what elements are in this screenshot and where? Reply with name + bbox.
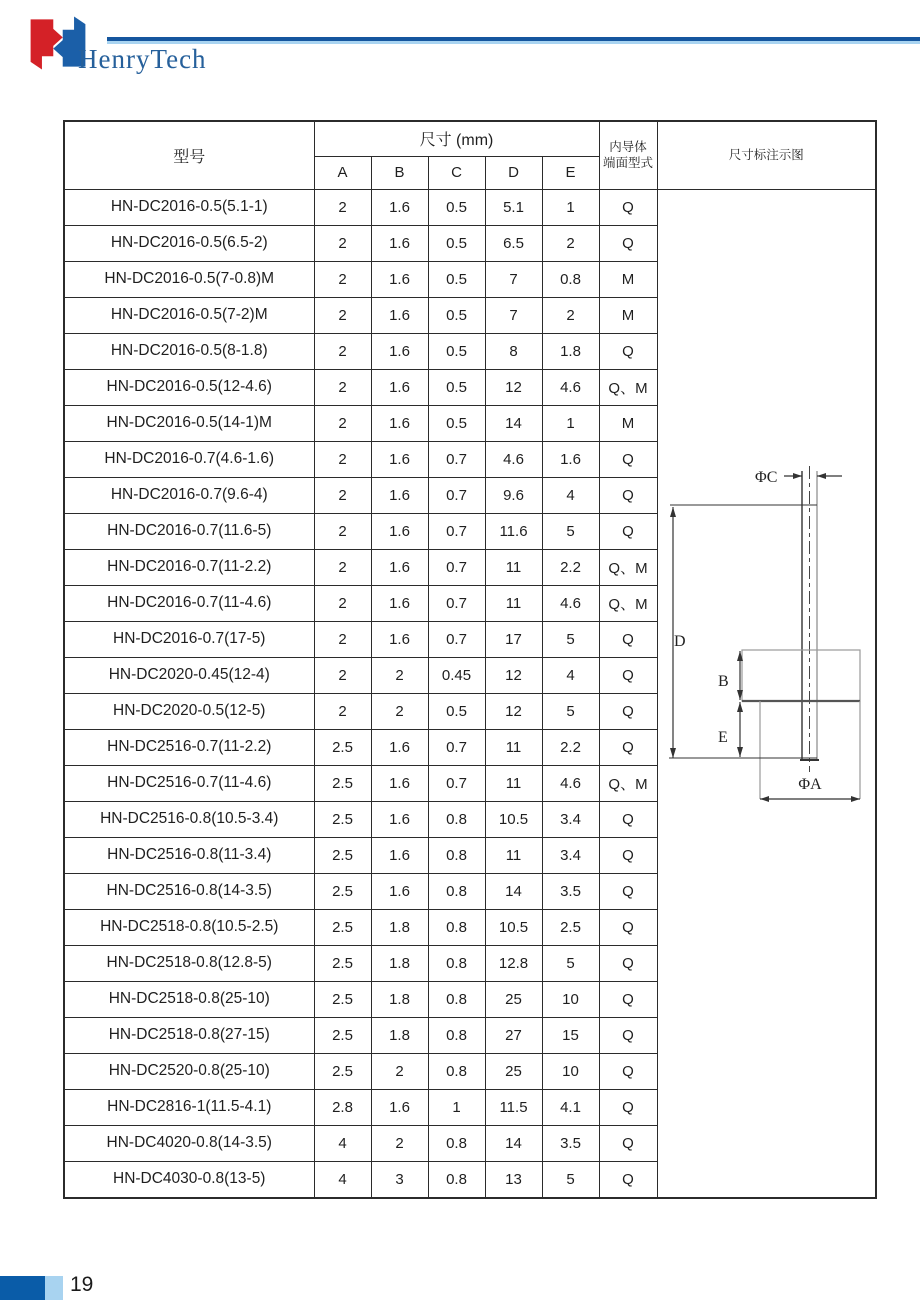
- conductor-type-cell: Q: [599, 657, 657, 693]
- dim-a-cell: 4: [314, 1161, 371, 1198]
- dim-e-cell: 5: [542, 513, 599, 549]
- conductor-type-cell: Q、M: [599, 549, 657, 585]
- conductor-type-cell: M: [599, 261, 657, 297]
- dim-d-cell: 6.5: [485, 225, 542, 261]
- dim-e-cell: 4: [542, 477, 599, 513]
- dim-a-cell: 2: [314, 261, 371, 297]
- dim-d-cell: 9.6: [485, 477, 542, 513]
- label-phi-a: ΦA: [797, 775, 822, 793]
- dim-c-cell: 0.7: [428, 513, 485, 549]
- conductor-header-line1: 内导体: [609, 140, 647, 154]
- e-arrow-up: [737, 702, 743, 712]
- dim-d-cell: 11: [485, 729, 542, 765]
- conductor-type-cell: Q: [599, 837, 657, 873]
- col-header-dimensions: 尺寸 (mm): [314, 121, 599, 156]
- dim-d-cell: 5.1: [485, 189, 542, 225]
- dim-a-cell: 2.5: [314, 765, 371, 801]
- dim-c-cell: 0.8: [428, 1125, 485, 1161]
- dim-e-cell: 1: [542, 405, 599, 441]
- model-cell: HN-DC2516-0.7(11-2.2): [64, 729, 314, 765]
- dim-b-cell: 1.6: [371, 189, 428, 225]
- dim-a-cell: 2.5: [314, 1017, 371, 1053]
- dim-d-cell: 27: [485, 1017, 542, 1053]
- dim-b-cell: 1.6: [371, 585, 428, 621]
- dim-a-cell: 2: [314, 405, 371, 441]
- model-cell: HN-DC2016-0.5(14-1)M: [64, 405, 314, 441]
- conductor-type-cell: Q: [599, 909, 657, 945]
- conductor-type-cell: Q: [599, 981, 657, 1017]
- dim-e-cell: 2: [542, 297, 599, 333]
- footer-accent-dark: [0, 1276, 45, 1300]
- dim-d-cell: 11: [485, 585, 542, 621]
- model-cell: HN-DC2516-0.8(11-3.4): [64, 837, 314, 873]
- dim-d-cell: 25: [485, 981, 542, 1017]
- dim-b-cell: 1.6: [371, 765, 428, 801]
- dim-a-cell: 2: [314, 333, 371, 369]
- dim-c-cell: 0.5: [428, 225, 485, 261]
- dim-d-cell: 12: [485, 369, 542, 405]
- dim-e-cell: 10: [542, 981, 599, 1017]
- dim-e-cell: 3.5: [542, 873, 599, 909]
- dim-b-cell: 1.6: [371, 729, 428, 765]
- logo-red-shape: [31, 19, 63, 69]
- dim-b-cell: 1.6: [371, 513, 428, 549]
- dim-d-cell: 11: [485, 549, 542, 585]
- conductor-type-cell: Q: [599, 333, 657, 369]
- model-cell: HN-DC2518-0.8(12.8-5): [64, 945, 314, 981]
- conductor-type-cell: Q、M: [599, 765, 657, 801]
- dim-d-cell: 17: [485, 621, 542, 657]
- dim-e-cell: 2.5: [542, 909, 599, 945]
- dim-c-cell: 0.8: [428, 945, 485, 981]
- phi-c-arrow-right: [817, 473, 826, 479]
- dim-e-cell: 0.8: [542, 261, 599, 297]
- conductor-type-cell: Q: [599, 189, 657, 225]
- dim-c-cell: 0.8: [428, 873, 485, 909]
- dim-a-cell: 2: [314, 549, 371, 585]
- dim-a-cell: 2: [314, 225, 371, 261]
- dim-e-cell: 1.8: [542, 333, 599, 369]
- dim-a-cell: 4: [314, 1125, 371, 1161]
- dim-b-cell: 1.8: [371, 945, 428, 981]
- col-header-b: B: [371, 156, 428, 189]
- model-cell: HN-DC2516-0.7(11-4.6): [64, 765, 314, 801]
- model-cell: HN-DC2518-0.8(25-10): [64, 981, 314, 1017]
- dim-a-cell: 2.5: [314, 909, 371, 945]
- conductor-type-cell: M: [599, 297, 657, 333]
- col-header-c: C: [428, 156, 485, 189]
- dim-c-cell: 0.8: [428, 981, 485, 1017]
- table-body: [64, 189, 876, 1198]
- dim-d-cell: 14: [485, 1125, 542, 1161]
- dim-b-cell: 2: [371, 693, 428, 729]
- dim-e-cell: 1: [542, 189, 599, 225]
- dim-c-cell: 0.45: [428, 657, 485, 693]
- model-cell: HN-DC4020-0.8(14-3.5): [64, 1125, 314, 1161]
- model-cell: HN-DC2016-0.5(8-1.8): [64, 333, 314, 369]
- conductor-type-cell: Q: [599, 477, 657, 513]
- dim-e-cell: 4.6: [542, 585, 599, 621]
- conductor-header-line2: 端面型式: [602, 156, 653, 171]
- dim-c-cell: 0.7: [428, 549, 485, 585]
- dim-b-cell: 1.6: [371, 405, 428, 441]
- model-cell: HN-DC2816-1(11.5-4.1): [64, 1089, 314, 1125]
- dim-b-cell: 1.6: [371, 621, 428, 657]
- model-cell: HN-DC2518-0.8(10.5-2.5): [64, 909, 314, 945]
- dim-c-cell: 0.5: [428, 369, 485, 405]
- dim-c-cell: 0.5: [428, 297, 485, 333]
- dim-a-cell: 2.5: [314, 1053, 371, 1089]
- dim-d-cell: 12.8: [485, 945, 542, 981]
- table-row: [64, 189, 876, 225]
- dim-a-cell: 2: [314, 477, 371, 513]
- dimension-diagram: [658, 458, 877, 818]
- dim-a-cell: 2.5: [314, 981, 371, 1017]
- conductor-type-cell: Q: [599, 1125, 657, 1161]
- spec-table: [63, 120, 877, 1199]
- dim-c-cell: 0.7: [428, 585, 485, 621]
- dim-d-cell: 12: [485, 693, 542, 729]
- dim-a-cell: 2: [314, 657, 371, 693]
- conductor-type-cell: Q: [599, 513, 657, 549]
- dim-d-cell: 11.5: [485, 1089, 542, 1125]
- phi-a-arrow-left: [760, 796, 769, 802]
- dim-e-cell: 3.4: [542, 837, 599, 873]
- dim-a-cell: 2.5: [314, 837, 371, 873]
- dim-d-cell: 14: [485, 873, 542, 909]
- dim-d-cell: 10.5: [485, 801, 542, 837]
- dim-e-cell: 15: [542, 1017, 599, 1053]
- dim-e-cell: 5: [542, 621, 599, 657]
- conductor-type-cell: M: [599, 405, 657, 441]
- col-header-conductor-type: [599, 121, 657, 189]
- dim-b-cell: 1.6: [371, 477, 428, 513]
- dim-e-cell: 4.6: [542, 369, 599, 405]
- dim-b-cell: 1.8: [371, 981, 428, 1017]
- dim-d-cell: 7: [485, 261, 542, 297]
- conductor-type-cell: Q: [599, 945, 657, 981]
- conductor-type-cell: Q: [599, 801, 657, 837]
- dim-c-cell: 0.8: [428, 909, 485, 945]
- d-arrow-up: [670, 507, 676, 517]
- dim-c-cell: 0.5: [428, 261, 485, 297]
- conductor-type-cell: Q: [599, 225, 657, 261]
- dim-c-cell: 0.5: [428, 333, 485, 369]
- dim-e-cell: 3.5: [542, 1125, 599, 1161]
- model-cell: HN-DC2016-0.7(11-4.6): [64, 585, 314, 621]
- dim-e-cell: 4: [542, 657, 599, 693]
- dim-a-cell: 2: [314, 189, 371, 225]
- model-cell: HN-DC2016-0.7(11.6-5): [64, 513, 314, 549]
- conductor-type-cell: Q: [599, 1053, 657, 1089]
- dim-d-cell: 11: [485, 837, 542, 873]
- dim-e-cell: 5: [542, 945, 599, 981]
- conductor-type-cell: Q: [599, 1161, 657, 1198]
- dim-e-cell: 10: [542, 1053, 599, 1089]
- dim-c-cell: 0.5: [428, 189, 485, 225]
- header-rule: [107, 37, 920, 44]
- col-header-a: A: [314, 156, 371, 189]
- dim-c-cell: 0.8: [428, 1053, 485, 1089]
- model-cell: HN-DC2016-0.5(7-0.8)M: [64, 261, 314, 297]
- dim-a-cell: 2.8: [314, 1089, 371, 1125]
- conductor-type-cell: Q: [599, 441, 657, 477]
- dim-c-cell: 0.7: [428, 441, 485, 477]
- dim-d-cell: 7: [485, 297, 542, 333]
- dim-a-cell: 2.5: [314, 801, 371, 837]
- dim-c-cell: 0.8: [428, 801, 485, 837]
- dim-b-cell: 1.6: [371, 441, 428, 477]
- conductor-type-cell: Q: [599, 621, 657, 657]
- model-cell: HN-DC2518-0.8(27-15): [64, 1017, 314, 1053]
- dim-b-cell: 1.6: [371, 333, 428, 369]
- dim-d-cell: 4.6: [485, 441, 542, 477]
- model-cell: HN-DC2016-0.5(7-2)M: [64, 297, 314, 333]
- dim-a-cell: 2: [314, 297, 371, 333]
- brand-name: HenryTech: [78, 44, 207, 74]
- label-phi-c: ΦC: [754, 468, 777, 486]
- dim-c-cell: 1: [428, 1089, 485, 1125]
- dim-a-cell: 2: [314, 513, 371, 549]
- dim-d-cell: 14: [485, 405, 542, 441]
- dim-b-cell: 1.6: [371, 873, 428, 909]
- dim-e-cell: 5: [542, 693, 599, 729]
- model-cell: HN-DC2516-0.8(10.5-3.4): [64, 801, 314, 837]
- dim-d-cell: 13: [485, 1161, 542, 1198]
- model-cell: HN-DC2016-0.7(4.6-1.6): [64, 441, 314, 477]
- conductor-type-cell: Q: [599, 693, 657, 729]
- dim-b-cell: 1.8: [371, 909, 428, 945]
- dim-a-cell: 2.5: [314, 873, 371, 909]
- dim-d-cell: 25: [485, 1053, 542, 1089]
- dim-a-cell: 2.5: [314, 945, 371, 981]
- dim-b-cell: 1.6: [371, 837, 428, 873]
- dim-b-cell: 2: [371, 657, 428, 693]
- phi-c-arrow-left: [793, 473, 802, 479]
- dim-b-cell: 1.6: [371, 801, 428, 837]
- dim-a-cell: 2: [314, 369, 371, 405]
- dim-b-cell: 1.6: [371, 1089, 428, 1125]
- model-cell: HN-DC2016-0.5(5.1-1): [64, 189, 314, 225]
- dim-c-cell: 0.5: [428, 405, 485, 441]
- dim-b-cell: 2: [371, 1125, 428, 1161]
- dim-a-cell: 2: [314, 585, 371, 621]
- model-cell: HN-DC2520-0.8(25-10): [64, 1053, 314, 1089]
- conductor-type-cell: Q、M: [599, 369, 657, 405]
- conductor-type-cell: Q: [599, 873, 657, 909]
- dim-b-cell: 1.6: [371, 549, 428, 585]
- dim-d-cell: 11: [485, 765, 542, 801]
- conductor-type-cell: Q: [599, 729, 657, 765]
- col-header-diagram: 尺寸标注示图: [657, 121, 876, 189]
- dim-c-cell: 0.8: [428, 1161, 485, 1198]
- dim-b-cell: 1.6: [371, 297, 428, 333]
- dim-b-cell: 1.6: [371, 261, 428, 297]
- dim-b-cell: 1.6: [371, 369, 428, 405]
- label-e: E: [717, 728, 728, 746]
- dim-d-cell: 12: [485, 657, 542, 693]
- conductor-type-cell: Q: [599, 1089, 657, 1125]
- phi-a-arrow-right: [851, 796, 860, 802]
- dim-a-cell: 2: [314, 441, 371, 477]
- model-cell: HN-DC2516-0.8(14-3.5): [64, 873, 314, 909]
- col-header-d: D: [485, 156, 542, 189]
- label-d: D: [673, 632, 686, 650]
- model-cell: HN-DC4030-0.8(13-5): [64, 1161, 314, 1198]
- model-cell: HN-DC2016-0.5(6.5-2): [64, 225, 314, 261]
- dim-e-cell: 4.6: [542, 765, 599, 801]
- col-header-model: 型号: [64, 121, 314, 189]
- dim-b-cell: 2: [371, 1053, 428, 1089]
- model-cell: HN-DC2020-0.5(12-5): [64, 693, 314, 729]
- dim-c-cell: 0.8: [428, 1017, 485, 1053]
- model-cell: HN-DC2016-0.7(9.6-4): [64, 477, 314, 513]
- footer-accent-light: [45, 1276, 63, 1300]
- dim-d-cell: 10.5: [485, 909, 542, 945]
- dim-a-cell: 2: [314, 621, 371, 657]
- dim-a-cell: 2: [314, 693, 371, 729]
- dim-c-cell: 0.7: [428, 621, 485, 657]
- dim-a-cell: 2.5: [314, 729, 371, 765]
- conductor-type-cell: Q: [599, 1017, 657, 1053]
- dim-b-cell: 1.8: [371, 1017, 428, 1053]
- dim-c-cell: 0.7: [428, 765, 485, 801]
- dim-e-cell: 1.6: [542, 441, 599, 477]
- d-arrow-down: [670, 748, 676, 758]
- page-number: 19: [70, 1273, 94, 1296]
- col-header-e: E: [542, 156, 599, 189]
- label-b: B: [717, 672, 729, 690]
- model-cell: HN-DC2016-0.7(17-5): [64, 621, 314, 657]
- dim-e-cell: 2.2: [542, 729, 599, 765]
- dim-e-cell: 2.2: [542, 549, 599, 585]
- dim-c-cell: 0.8: [428, 837, 485, 873]
- model-cell: HN-DC2020-0.45(12-4): [64, 657, 314, 693]
- model-cell: HN-DC2016-0.7(11-2.2): [64, 549, 314, 585]
- dim-c-cell: 0.5: [428, 693, 485, 729]
- dim-c-cell: 0.7: [428, 477, 485, 513]
- body-outline: [742, 650, 860, 701]
- e-arrow-down: [737, 747, 743, 757]
- dim-b-cell: 1.6: [371, 225, 428, 261]
- dim-c-cell: 0.7: [428, 729, 485, 765]
- dim-d-cell: 8: [485, 333, 542, 369]
- dim-e-cell: 4.1: [542, 1089, 599, 1125]
- model-cell: HN-DC2016-0.5(12-4.6): [64, 369, 314, 405]
- dim-e-cell: 5: [542, 1161, 599, 1198]
- dim-d-cell: 11.6: [485, 513, 542, 549]
- conductor-type-cell: Q、M: [599, 585, 657, 621]
- dimension-diagram-cell: [657, 189, 876, 1198]
- dim-e-cell: 3.4: [542, 801, 599, 837]
- dim-b-cell: 3: [371, 1161, 428, 1198]
- dim-e-cell: 2: [542, 225, 599, 261]
